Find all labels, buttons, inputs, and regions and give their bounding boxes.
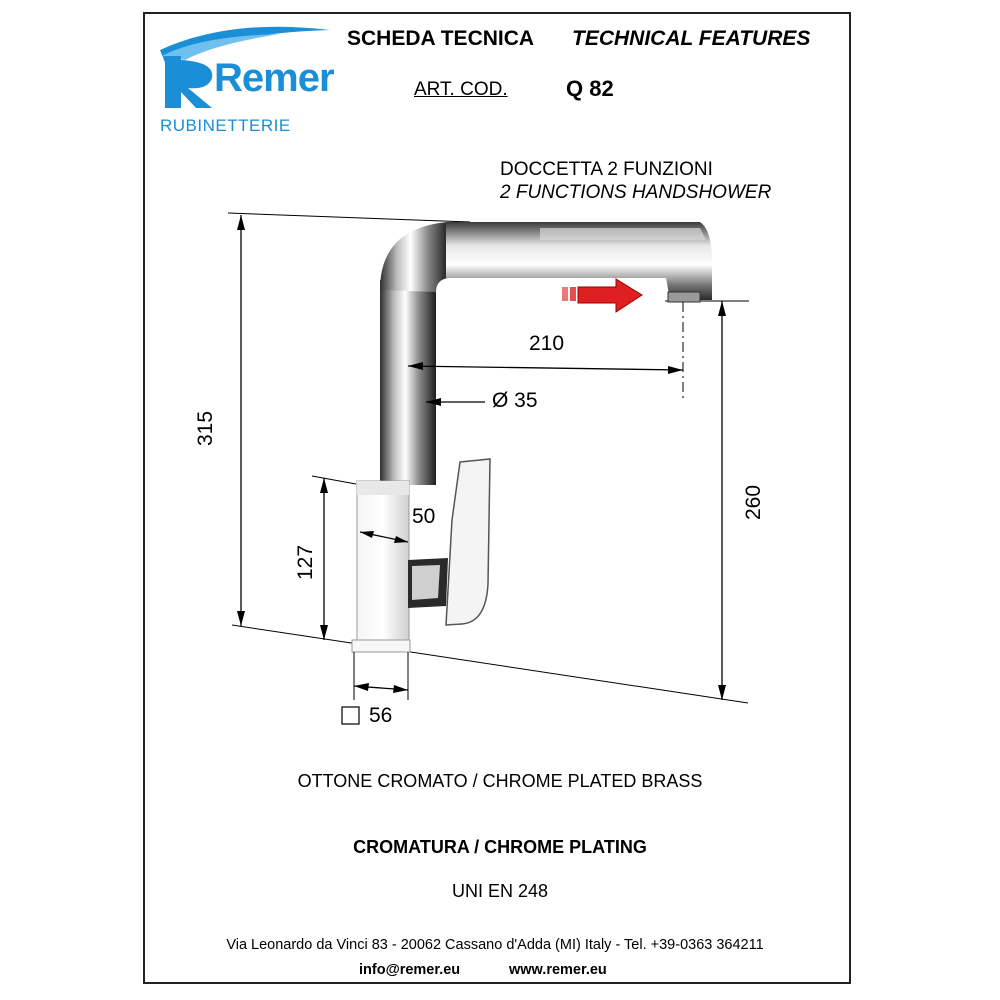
dimension-reach: 210 — [529, 332, 565, 355]
article-code: Q 82 — [566, 76, 614, 101]
handshower-outlet — [668, 292, 700, 302]
dimension-total-height: 315 — [194, 410, 217, 446]
tube-vertical — [380, 280, 436, 485]
logo-brand-text: Remer — [214, 56, 334, 100]
square-section-icon — [342, 707, 359, 724]
product-name-italian: DOCCETTA 2 FUNZIONI — [500, 159, 713, 180]
faucet-body — [357, 481, 409, 646]
title-english: TECHNICAL FEATURES — [572, 27, 811, 50]
faucet-base — [352, 640, 410, 652]
material-text: OTTONE CROMATO / CHROME PLATED BRASS — [297, 771, 703, 791]
product-name-english: 2 FUNCTIONS HANDSHOWER — [500, 182, 772, 203]
title-italian: SCHEDA TECNICA — [347, 27, 535, 50]
tube-elbow — [380, 222, 448, 292]
dimension-body-height: 127 — [294, 544, 317, 580]
dimension-tube-diameter: Ø 35 — [492, 389, 538, 412]
email-link[interactable]: info@remer.eu — [359, 962, 461, 978]
lever-handle — [446, 459, 490, 625]
dimension-spout-height: 260 — [742, 484, 765, 520]
plating-text: CROMATURA / CHROME PLATING — [353, 837, 647, 857]
logo-subtitle: RUBINETTERIE — [160, 116, 291, 135]
article-code-label: ART. COD. — [414, 79, 508, 100]
website-link[interactable]: www.remer.eu — [509, 962, 607, 978]
dimension-body-width: 50 — [412, 505, 436, 528]
company-address: Via Leonardo da Vinci 83 - 20062 Cassano d'Adda (MI) Italy - Tel. +39-0363 364211 — [226, 937, 764, 953]
flow-arrow — [578, 279, 642, 312]
standard-text: UNI EN 248 — [451, 881, 549, 901]
dimension-base: 56 — [369, 704, 393, 727]
